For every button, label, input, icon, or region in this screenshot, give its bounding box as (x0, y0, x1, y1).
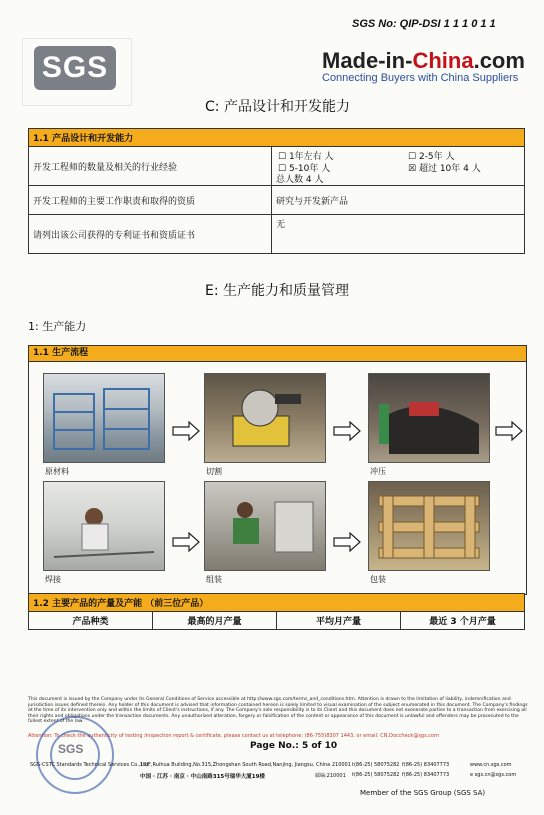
caption-welding: 焊接 (45, 575, 61, 584)
photo-welding (43, 481, 165, 571)
col-last-3-months-output: 最近 3 个月产量 (401, 612, 525, 630)
sgs-member-line: Member of the SGS Group (SGS SA) (360, 789, 486, 797)
company-name: SGS-CSTC Standards Technical Services Co.,Ltd. (30, 762, 150, 768)
production-flow-panel (28, 345, 527, 595)
arrow-right-icon (171, 532, 201, 552)
checkbox-icon: ☐ (278, 164, 287, 174)
website: www.cn.sgs.com (470, 762, 512, 768)
answer-engineer-count (272, 147, 525, 186)
question-certificates: 请列出该公司获得的专利证书和资质证书 (29, 215, 272, 254)
option-label: 5-10年 人 (288, 164, 331, 174)
col-product-type: 产品种类 (29, 612, 153, 630)
postcode: 邮编:210001 (315, 773, 346, 779)
question-engineer-count: 开发工程师的数量及相关的行业经验 (29, 147, 272, 186)
brand-made: Made-in- (322, 48, 413, 73)
telephone-cn: t(86-25) 58075282 (352, 772, 400, 778)
arrow-right-icon (332, 532, 362, 552)
shelf-illustration (44, 374, 164, 462)
footer-sgs-logo: SGS (58, 742, 84, 756)
photo-raw-material (43, 373, 165, 463)
section-e-title: E: 生产能力和质量管理 (205, 283, 350, 299)
authenticity-notice: Attention: To check the authenticity of testing /inspection report & certificate, please contact us at telephone: (86-755)8307 1443, or email: CN.Doccheck@sgs.com (28, 733, 439, 739)
col-max-monthly-output: 最高的月产量 (153, 612, 277, 630)
output-capacity-table (28, 593, 525, 630)
option-label: 2-5年 人 (418, 152, 455, 162)
checked-box-icon: ☒ (408, 164, 417, 174)
welder-illustration (44, 482, 164, 570)
caption-stamping: 冲压 (370, 467, 386, 476)
answer-certificates: 无 (272, 215, 525, 254)
caption-packing: 包装 (370, 575, 386, 584)
flow-header: 1.1 生产流程 (29, 346, 526, 362)
option-label: 1年左右 人 (288, 152, 334, 162)
legal-disclaimer: This document is issued by the Company under its General Conditions of Service accessible at http://www.sgs.com/terms_and_conditions.htm. Attention is drawn to the limitation of liability, indemnification and jurisdiction issues defined therein. Any holder of this document is advised that information contained hereon is solely limited to visual examination of the subject enumerated in this document. The Company's findings at the time of its intervention only and within the limits of Client's instructions, if any. The Company's sole responsibility is to its Client and this document does not exonerate parties to a transaction from exercising all their rights and obligations under the transaction documents. Any unauthorized alteration, forgery or falsification of the content or appearance of this document is unlawful and offenders may be prosecuted to the fullest extent of the law. (28, 697, 528, 725)
fax: f(86-25) 83407773 (402, 762, 450, 768)
checkbox-icon: ☐ (278, 152, 287, 162)
document-number: SGS No: QIP-DSI 1 1 1 0 1 1 (352, 18, 496, 30)
arrow-right-icon (171, 421, 201, 441)
caption-raw-material: 原材料 (45, 467, 69, 476)
telephone: t(86-25) 58075282 (352, 762, 400, 768)
photo-assembly (204, 481, 326, 571)
photo-stamping (368, 373, 490, 463)
address-cn: 中国 · 江苏 · 南京 · 中山南路315号瑞华大厦19楼 (140, 774, 265, 780)
answer-engineer-duties: 研究与开发新产品 (272, 186, 525, 215)
question-engineer-duties: 开发工程师的主要工作职责和取得的资质 (29, 186, 272, 215)
assembly-illustration (205, 482, 325, 570)
output-table-header: 1.2 主要产品的产量及产能 （前三位产品） (29, 594, 525, 612)
brand-china: China (412, 48, 474, 73)
cutting-machine-illustration (205, 374, 325, 462)
checkbox-icon: ☐ (408, 152, 417, 162)
press-illustration (369, 374, 489, 462)
crate-illustration (369, 482, 489, 570)
design-capability-table (28, 128, 525, 254)
sgs-logo: SGS (34, 46, 116, 90)
photo-cutting (204, 373, 326, 463)
total-engineers: 总人数 4 人 (276, 175, 324, 185)
production-capacity-subtitle: 1: 生产能力 (28, 320, 87, 333)
page-number: Page No.: 5 of 10 (250, 741, 338, 751)
arrow-right-icon (332, 421, 362, 441)
option-over-10-years (408, 161, 481, 174)
photo-packing (368, 481, 490, 571)
email: e sgs.cn@sgs.com (470, 772, 517, 778)
address-en: 19/F,Ruihua Building,No.315,Zhongshan South Road,Nanjing, Jiangsu, China 210001 (140, 762, 351, 768)
brand-tagline: Connecting Buyers with China Suppliers (322, 72, 519, 84)
table-header: 1.1 产品设计和开发能力 (29, 129, 525, 147)
section-c-title: C: 产品设计和开发能力 (205, 99, 350, 115)
arrow-right-icon (494, 421, 524, 441)
made-in-china-logo (322, 48, 525, 74)
brand-com: .com (473, 48, 525, 73)
col-avg-monthly-output: 平均月产量 (277, 612, 401, 630)
caption-cutting: 切割 (206, 467, 222, 476)
caption-assembly: 组装 (206, 575, 222, 584)
option-label: 超过 10年 4 人 (418, 164, 481, 174)
fax-cn: f(86-25) 83407773 (402, 772, 450, 778)
